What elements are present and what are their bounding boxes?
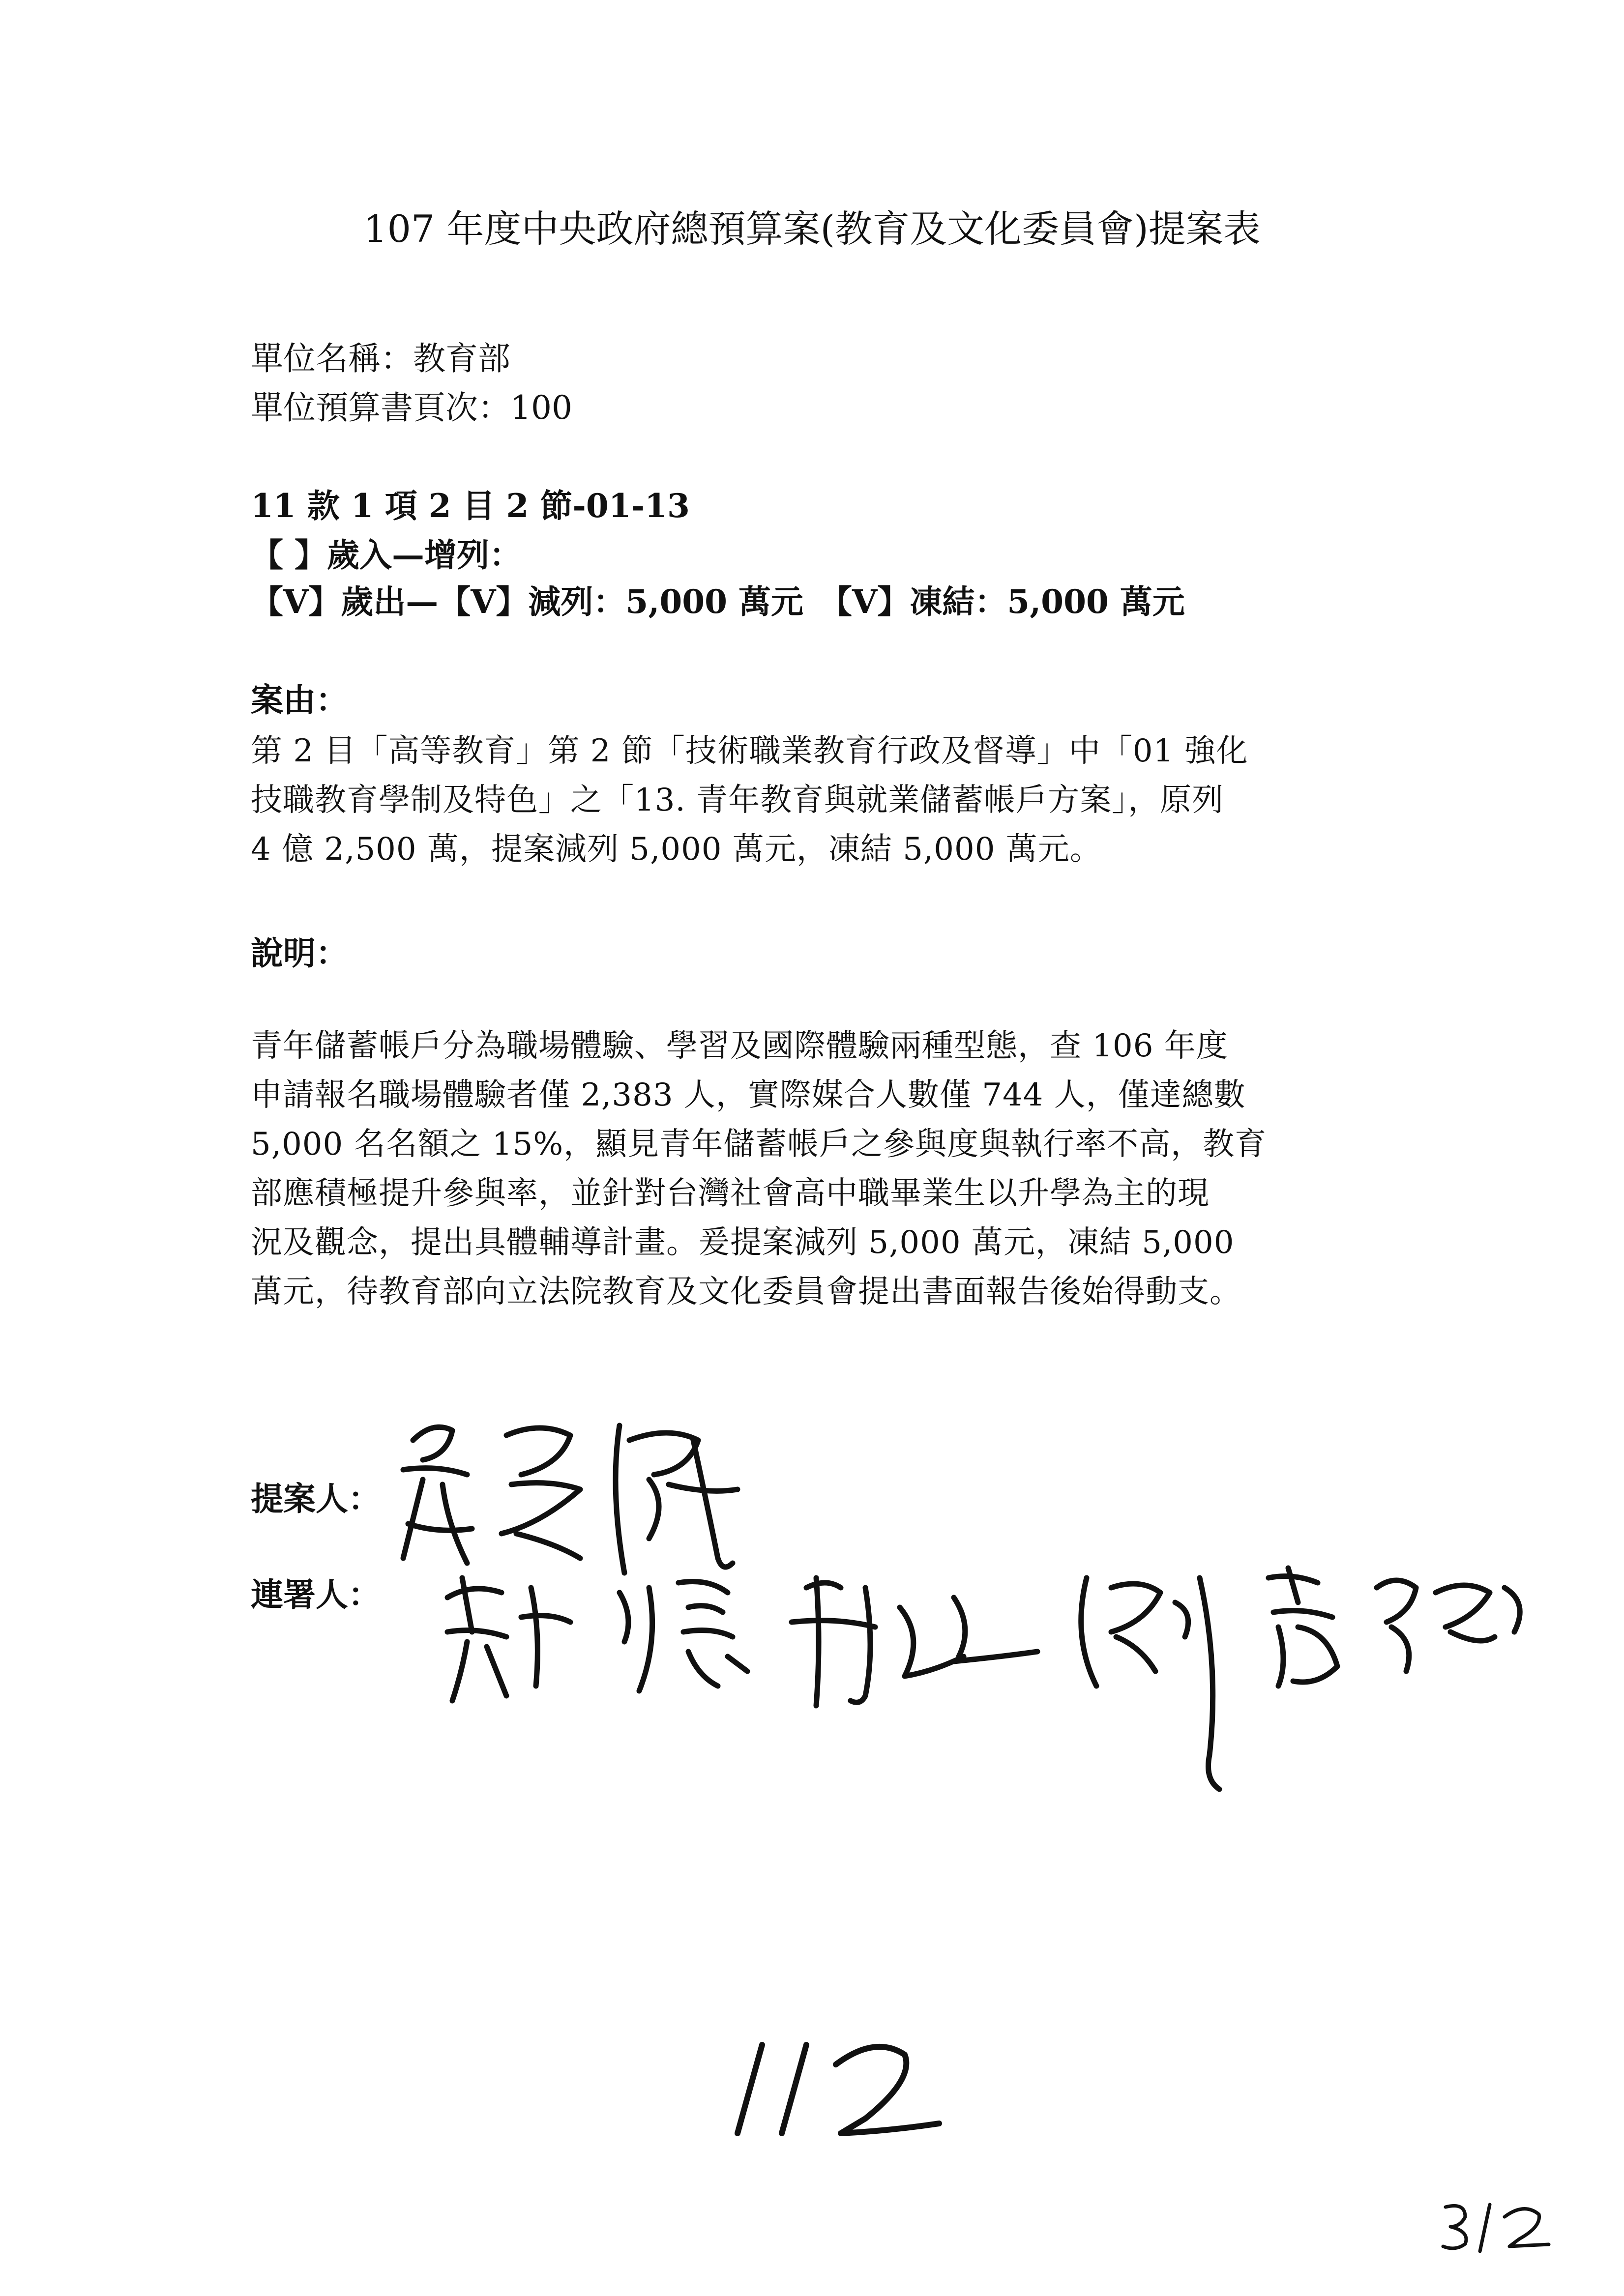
budget-page: 單位預算書頁次：100: [251, 389, 572, 427]
cosigner-label: 連署人：: [251, 1575, 381, 1614]
cosigner-signatures: [433, 1558, 1588, 1863]
reason-line: 4 億 2,500 萬，提案減列 5,000 萬元，凍結 5,000 萬元。: [251, 831, 1102, 868]
unit-name: 單位名稱：教育部: [251, 340, 510, 378]
explanation-line: 萬元，待教育部向立法院教育及文化委員會提出書面報告後始得動支。: [251, 1274, 1241, 1310]
explanation-line: 況及觀念，提出具體輔導計畫。爰提案減列 5,000 萬元，凍結 5,000: [251, 1224, 1235, 1261]
budget-item-code: 11 款 1 項 2 目 2 節-01-13: [251, 487, 690, 525]
explanation-line: 申請報名職場體驗者僅 2,383 人，實際媒合人數僅 744 人，僅達總數: [251, 1077, 1246, 1113]
handwritten-corner-number: [1436, 2197, 1554, 2256]
explanation-line: 青年儲蓄帳戶分為職場體驗、學習及國際體驗兩種型態，查 106 年度: [251, 1028, 1228, 1064]
expenditure-line: 【V】歲出—【V】減列：5,000 萬元 【V】凍結：5,000 萬元: [251, 582, 1185, 621]
proposer-label: 提案人：: [251, 1480, 381, 1518]
document-title: 107 年度中央政府總預算案(教育及文化委員會)提案表: [363, 207, 1261, 251]
explanation-line: 部應積極提升參與率，並針對台灣社會高中職畢業生以升學為主的現: [251, 1175, 1210, 1212]
reason-heading: 案由：: [251, 681, 348, 719]
reason-line: 技職教育學制及特色」之「13. 青年教育與就業儲蓄帳戶方案」，原列: [251, 782, 1224, 818]
handwritten-page-number: [728, 2025, 954, 2153]
explanation-line: 5,000 名名額之 15%，顯見青年儲蓄帳戶之參與度與執行率不高，教育: [251, 1126, 1267, 1163]
explanation-heading: 說明：: [251, 934, 348, 972]
reason-line: 第 2 目「高等教育」第 2 節「技術職業教育行政及督導」中「01 強化: [251, 733, 1248, 769]
revenue-line: 【 】歲入—增列：: [251, 536, 522, 574]
